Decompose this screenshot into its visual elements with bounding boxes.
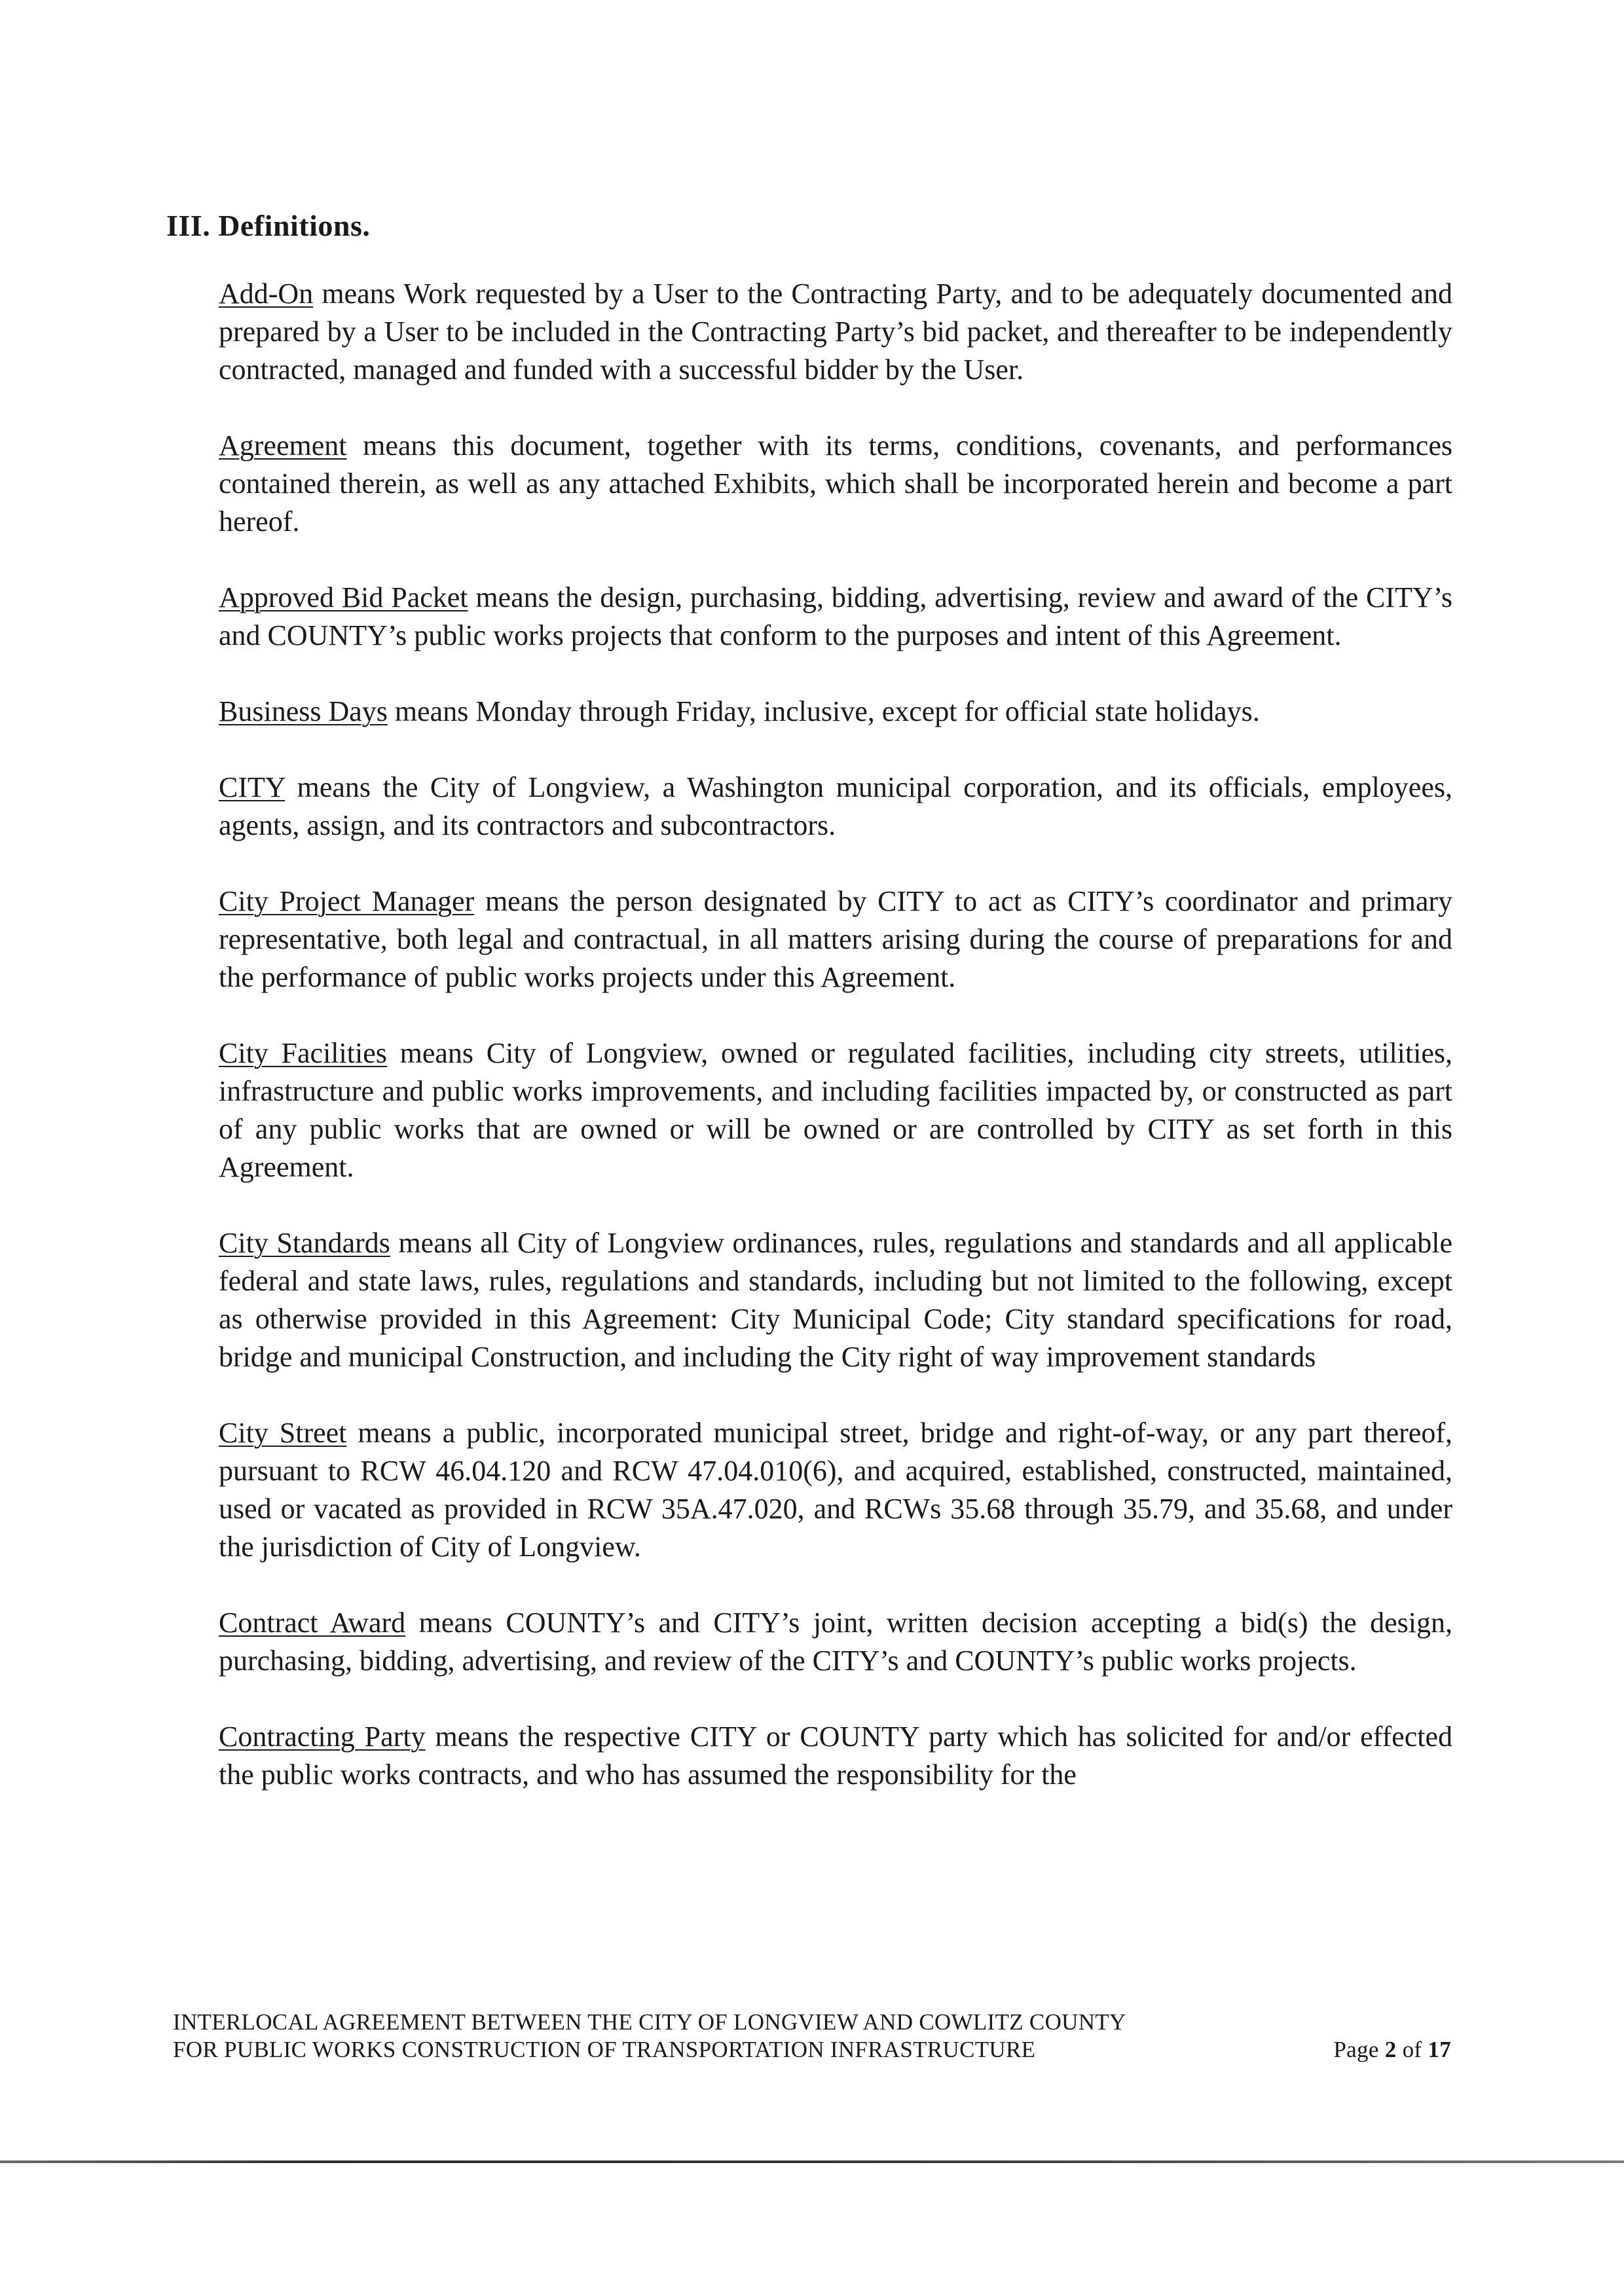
definition-text: means the City of Longview, a Washington municipal corporation, and its officials, employees, agents, assign, and its contractors and subcontractors. — [219, 771, 1452, 841]
definition-term: City Facilities — [219, 1037, 387, 1069]
definitions-list — [219, 275, 1452, 1832]
page-number-of: of — [1396, 2037, 1428, 2062]
section-heading: III. Definitions. — [166, 209, 371, 242]
definition-add-on — [219, 275, 1452, 389]
definition-term: Agreement — [219, 429, 347, 462]
definition-approved-bid-packet — [219, 579, 1452, 655]
footer-title-line-1: INTERLOCAL AGREEMENT BETWEEN THE CITY OF LONGVIEW AND COWLITZ COUNTY — [173, 2009, 1126, 2035]
definition-text: means City of Longview, owned or regulated facilities, including city streets, utilities, infrastructure and public works improvements, and including facilities impacted by, or constructed as part of any public works that are owned or will be owned or are controlled by CITY as set forth in this Agreement. — [219, 1037, 1452, 1183]
definition-term: Contracting Party — [219, 1721, 426, 1753]
page-footer — [173, 2009, 1451, 2064]
definition-text: means the respective CITY or COUNTY party which has solicited for and/or effected the public works contracts, and who has assumed the responsibility for the — [219, 1721, 1452, 1791]
definition-text: means Work requested by a User to the Contracting Party, and to be adequately documented and prepared by a User to be included in the Contracting Party’s bid packet, and thereafter to be independently contracted, managed and funded with a successful bidder by the User. — [219, 278, 1452, 386]
definition-text: means the design, purchasing, bidding, advertising, review and award of the CITY’s and COUNTY’s public works projects that conform to the purposes and intent of this Agreement. — [219, 581, 1453, 651]
definition-city-standards — [219, 1224, 1452, 1376]
definition-city-project-manager — [219, 883, 1452, 996]
page-number-current: 2 — [1384, 2037, 1397, 2062]
definition-term: Business Days — [219, 695, 388, 727]
definition-term: Add-On — [219, 278, 314, 310]
definition-city-street — [219, 1414, 1452, 1566]
page-number-total: 17 — [1428, 2037, 1451, 2062]
definition-text: means COUNTY’s and CITY’s joint, written decision accepting a bid(s) the design, purchasing, bidding, advertising, and review of the CITY’s and COUNTY’s public works projects. — [219, 1607, 1452, 1677]
definition-city-facilities — [219, 1034, 1452, 1186]
definition-term: Approved Bid Packet — [219, 581, 468, 613]
definition-term: City Project Manager — [219, 885, 475, 917]
footer-title-line-2: FOR PUBLIC WORKS CONSTRUCTION OF TRANSPORTATION INFRASTRUCTURE — [173, 2037, 1036, 2062]
definition-city — [219, 769, 1452, 845]
definition-text: means Monday through Friday, inclusive, except for official state holidays. — [387, 695, 1260, 727]
page-number — [1333, 2036, 1451, 2064]
definition-business-days — [219, 693, 1452, 731]
definition-term: CITY — [219, 771, 286, 803]
definition-term: Contract Award — [219, 1607, 406, 1639]
definition-contracting-party — [219, 1718, 1452, 1794]
definition-text: means the person designated by CITY to act as CITY’s coordinator and primary representative, both legal and contractual, in all matters arising during the course of preparations for and the performance of public works projects under this Agreement. — [219, 885, 1452, 993]
definition-agreement — [219, 427, 1452, 541]
bottom-divider — [0, 2160, 1624, 2163]
definition-text: means a public, incorporated municipal street, bridge and right-of-way, or any part thereof, pursuant to RCW 46.04.120 and RCW 47.04.010(6), and acquired, established, constructed, maintained, used or vacated as provided in RCW 35A.47.020, and RCWs 35.68 through 35.79, and 35.68, and under the jurisdiction of City of Longview. — [219, 1417, 1452, 1563]
definition-term: City Street — [219, 1417, 347, 1449]
page-number-prefix: Page — [1333, 2037, 1385, 2062]
definition-text: means all City of Longview ordinances, rules, regulations and standards and all applicable federal and state laws, rules, regulations and standards, including but not limited to the following, except as otherwise provided in this Agreement: City Municipal Code; City standard specifications for road, bridge and municipal Construction, and including the City right of way improvement standards — [219, 1227, 1453, 1373]
definition-text: means this document, together with its terms, conditions, covenants, and performances contained therein, as well as any attached Exhibits, which shall be incorporated herein and become a part hereof. — [219, 429, 1452, 538]
definition-contract-award — [219, 1604, 1452, 1680]
definition-term: City Standards — [219, 1227, 390, 1259]
